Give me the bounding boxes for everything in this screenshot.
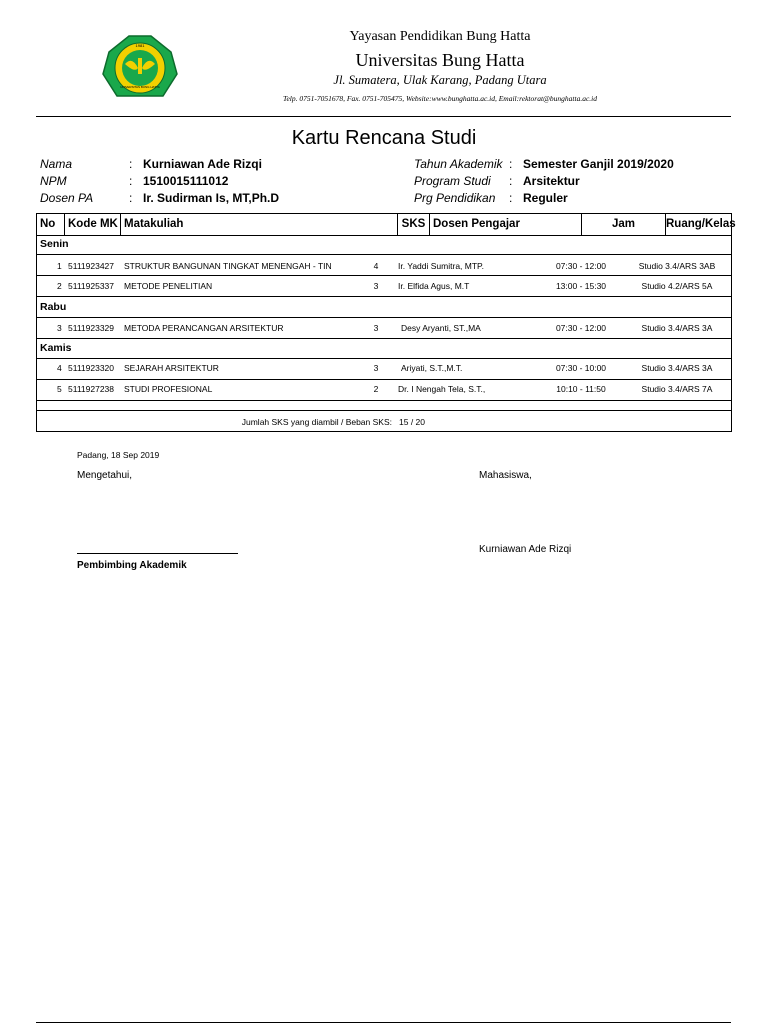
row-course: METODA PERANCANGAN ARSITEKTUR: [124, 323, 284, 333]
year-sep: :: [509, 157, 513, 171]
level-value: Reguler: [523, 191, 568, 205]
row-code: 5111925337: [68, 281, 115, 291]
university-logo: [101, 34, 179, 104]
university-address: Jl. Sumatera, Ulak Karang, Padang Utara: [333, 73, 547, 87]
advisor-label: Dosen PA: [40, 191, 94, 205]
day-label: Kamis: [40, 342, 72, 354]
row-sks: 3: [373, 281, 379, 291]
row-code: 5111927238: [68, 384, 115, 394]
row-line: [37, 317, 731, 318]
row-lecturer: Ir. Yaddi Sumitra, MTP.: [398, 261, 484, 271]
name-value: Kurniawan Ade Rizqi: [143, 157, 262, 171]
student-sign-name: Kurniawan Ade Rizqi: [479, 544, 572, 555]
row-room: Studio 3.4/ARS 3A: [641, 323, 713, 333]
row-sks: 3: [373, 323, 379, 333]
row-course: STUDI PROFESIONAL: [124, 384, 213, 394]
th-lecturer: Dosen Pengajar: [430, 214, 582, 235]
row-line: [37, 338, 731, 339]
row-no: 1: [57, 261, 62, 271]
student-sign-label: Mahasiswa,: [479, 470, 532, 481]
row-room: Studio 4.2/ARS 5A: [641, 281, 713, 291]
program-label: Program Studi: [414, 174, 491, 188]
row-course: SEJARAH ARSITEKTUR: [124, 363, 219, 373]
npm-sep: :: [129, 174, 133, 188]
th-no: No: [37, 214, 65, 235]
row-code: 5111923427: [68, 261, 115, 271]
program-value: Arsitektur: [523, 174, 580, 188]
row-room: Studio 3.4/ARS 3A: [641, 363, 713, 373]
row-line: [37, 275, 731, 276]
row-room: Studio 3.4/ARS 7A: [641, 384, 713, 394]
logo-year: 1981: [135, 43, 145, 48]
row-lecturer: Desy Aryanti, ST.,MA: [401, 323, 481, 333]
row-room: Studio 3.4/ARS 3AB: [638, 261, 716, 271]
row-no: 2: [57, 281, 62, 291]
row-lecturer: Ir. Elfida Agus, M.T: [398, 281, 470, 291]
day-label: Senin: [40, 238, 69, 250]
row-sks: 4: [373, 261, 379, 271]
th-sks: SKS: [398, 214, 430, 235]
th-code: Kode MK: [65, 214, 121, 235]
advisor-title: Pembimbing Akademik: [77, 560, 187, 571]
row-course: METODE PENELITIAN: [124, 281, 213, 291]
row-line: [37, 254, 731, 255]
page-title: Kartu Rencana Studi: [291, 127, 477, 149]
row-time: 07:30 - 12:00: [555, 323, 607, 333]
place-date: Padang, 18 Sep 2019: [77, 450, 160, 460]
npm-label: NPM: [40, 174, 67, 188]
university-contact: Telp. 0751-7051678, Fax. 0751-705475, Website:www.bunghatta.ac.id, Email:rektorat@bunghatta.ac.id: [282, 94, 598, 103]
logo-text: UNIVERSITAS BUNG HATTA: [120, 85, 160, 89]
row-line: [37, 379, 731, 380]
row-line: [37, 296, 731, 297]
row-time: 07:30 - 10:00: [555, 363, 607, 373]
krs-table: [36, 213, 736, 432]
npm-value: 1510015111012: [143, 174, 229, 188]
year-value: Semester Ganjil 2019/2020: [523, 157, 674, 171]
university-name: Universitas Bung Hatta: [355, 50, 525, 70]
row-sks: 2: [373, 384, 379, 394]
row-line: [37, 358, 731, 359]
page-bottom-line: [36, 1022, 731, 1023]
row-code: 5111923320: [68, 363, 115, 373]
row-course: STRUKTUR BANGUNAN TINGKAT MENENGAH - TIN: [124, 261, 332, 271]
year-label: Tahun Akademik: [414, 157, 503, 171]
row-lecturer: Ariyati, S.T.,M.T.: [401, 363, 463, 373]
day-label: Rabu: [40, 301, 67, 313]
signature-line: [77, 553, 238, 554]
row-time: 10:10 - 11:50: [556, 384, 606, 394]
row-line: [37, 410, 731, 411]
level-label: Prg Pendidikan: [414, 191, 496, 205]
row-lecturer: Dr. I Nengah Tela, S.T.,: [398, 384, 486, 394]
th-course: Matakuliah: [121, 214, 398, 235]
row-time: 07:30 - 12:00: [555, 261, 607, 271]
advisor-value: Ir. Sudirman Is, MT,Ph.D: [143, 191, 280, 205]
th-time: Jam: [582, 214, 666, 235]
row-no: 4: [57, 363, 62, 373]
acknowledged-label: Mengetahui,: [77, 470, 133, 481]
row-code: 5111923329: [68, 323, 115, 333]
row-no: 5: [57, 384, 62, 394]
row-no: 3: [57, 323, 62, 333]
level-sep: :: [509, 191, 513, 205]
total-sks-value: 15 / 20: [399, 417, 425, 427]
row-sks: 3: [373, 363, 379, 373]
row-time: 13:00 - 15:30: [555, 281, 607, 291]
header-bottom-line: [37, 235, 731, 236]
header-divider: [36, 116, 731, 117]
name-sep: :: [129, 157, 133, 171]
th-room: Ruang/Kelas: [666, 218, 736, 230]
foundation-name: Yayasan Pendidikan Bung Hatta: [349, 29, 531, 44]
program-sep: :: [509, 174, 513, 188]
advisor-sep: :: [129, 191, 133, 205]
total-sks-label: Jumlah SKS yang diambil / Beban SKS:: [241, 417, 392, 427]
row-line: [37, 400, 731, 401]
name-label: Nama: [40, 157, 73, 171]
